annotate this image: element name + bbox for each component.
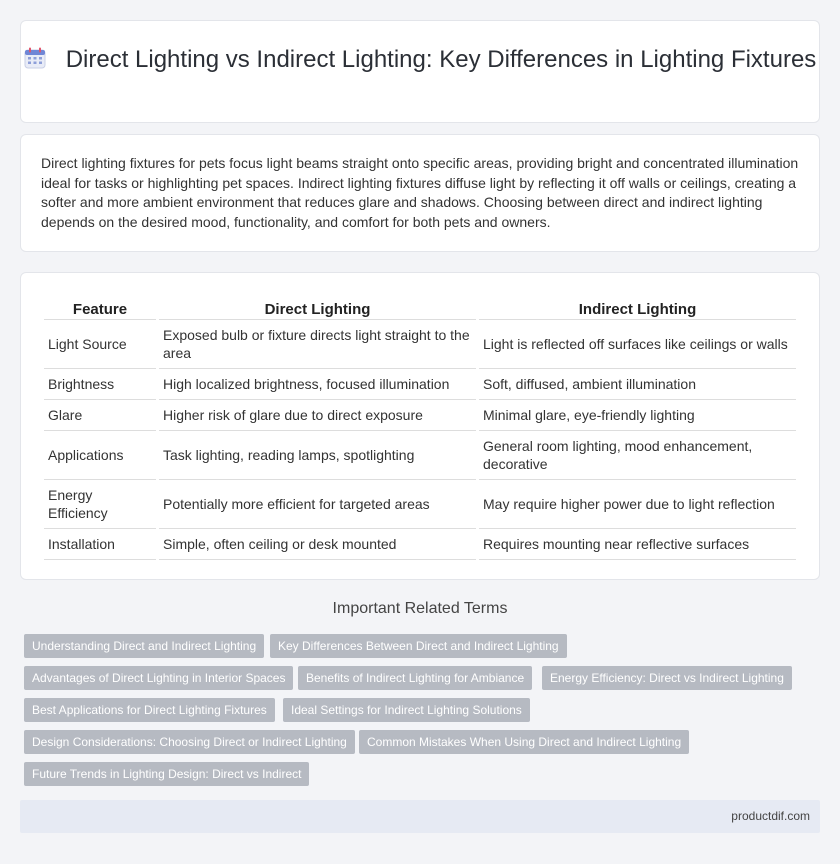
cell-indirect: Soft, diffused, ambient illumination [479, 369, 796, 400]
comparison-table [41, 295, 799, 560]
cell-direct: Higher risk of glare due to direct exposure [159, 400, 476, 431]
footer [20, 800, 820, 833]
table-row [44, 320, 796, 369]
cell-feature: Energy Efficiency [44, 480, 156, 529]
cell-indirect: Light is reflected off surfaces like ceilings or walls [479, 320, 796, 369]
related-term-tag[interactable]: Ideal Settings for Indirect Lighting Solutions [283, 698, 530, 722]
cell-indirect: May require higher power due to light reflection [479, 480, 796, 529]
table-row [44, 431, 796, 480]
cell-feature: Applications [44, 431, 156, 480]
related-term-tag[interactable]: Advantages of Direct Lighting in Interior Spaces [24, 666, 293, 690]
related-term-tag[interactable]: Best Applications for Direct Lighting Fixtures [24, 698, 275, 722]
related-terms-title: Important Related Terms [332, 600, 508, 617]
cell-direct: Exposed bulb or fixture directs light straight to the area [159, 320, 476, 369]
related-term-tag[interactable]: Energy Efficiency: Direct vs Indirect Lighting [542, 666, 792, 690]
table-row [44, 480, 796, 529]
cell-feature: Glare [44, 400, 156, 431]
related-term-tag[interactable]: Design Considerations: Choosing Direct or Indirect Lighting [24, 730, 355, 754]
cell-indirect: Requires mounting near reflective surfaces [479, 529, 796, 560]
cell-indirect: Minimal glare, eye-friendly lighting [479, 400, 796, 431]
table-row [44, 400, 796, 431]
cell-direct: Potentially more efficient for targeted areas [159, 480, 476, 529]
table-row [44, 529, 796, 560]
cell-feature: Brightness [44, 369, 156, 400]
cell-direct: Simple, often ceiling or desk mounted [159, 529, 476, 560]
table-row [44, 369, 796, 400]
page-title: Direct Lighting vs Indirect Lighting: Key Differences in Lighting Fixtures [65, 46, 817, 73]
cell-direct: Task lighting, reading lamps, spotlighting [159, 431, 476, 480]
comparison-table-card [20, 272, 820, 580]
related-term-tag[interactable]: Future Trends in Lighting Design: Direct vs Indirect [24, 762, 309, 786]
related-term-tag[interactable]: Key Differences Between Direct and Indirect Lighting [270, 634, 567, 658]
header-card [20, 20, 820, 123]
calendar-icon [24, 47, 46, 69]
footer-site-link[interactable]: productdif.com [731, 809, 810, 823]
cell-indirect: General room lighting, mood enhancement, decorative [479, 431, 796, 480]
title-wrap [21, 45, 819, 75]
cell-feature: Light Source [44, 320, 156, 369]
header-feature: Feature [44, 295, 156, 320]
intro-card [20, 134, 820, 252]
related-term-tag[interactable]: Benefits of Indirect Lighting for Ambiance [298, 666, 532, 690]
header-direct-lighting: Direct Lighting [159, 295, 476, 320]
related-term-tag[interactable]: Common Mistakes When Using Direct and Indirect Lighting [359, 730, 689, 754]
cell-direct: High localized brightness, focused illumination [159, 369, 476, 400]
related-term-tag[interactable]: Understanding Direct and Indirect Lighting [24, 634, 264, 658]
header-indirect-lighting: Indirect Lighting [479, 295, 796, 320]
cell-feature: Installation [44, 529, 156, 560]
intro-text: Direct lighting fixtures for pets focus light beams straight onto specific areas, providing bright and concentrated illumination ideal for tasks or highlighting pet spaces. Indirect lighting fixtures diffuse light by reflecting it off walls or ceilings, creating a softer and more ambient environment that reduces glare and shadows. Choosing between direct and indirect lighting depends on the desired mood, functionality, and comfort for both pets and owners. [41, 155, 799, 230]
